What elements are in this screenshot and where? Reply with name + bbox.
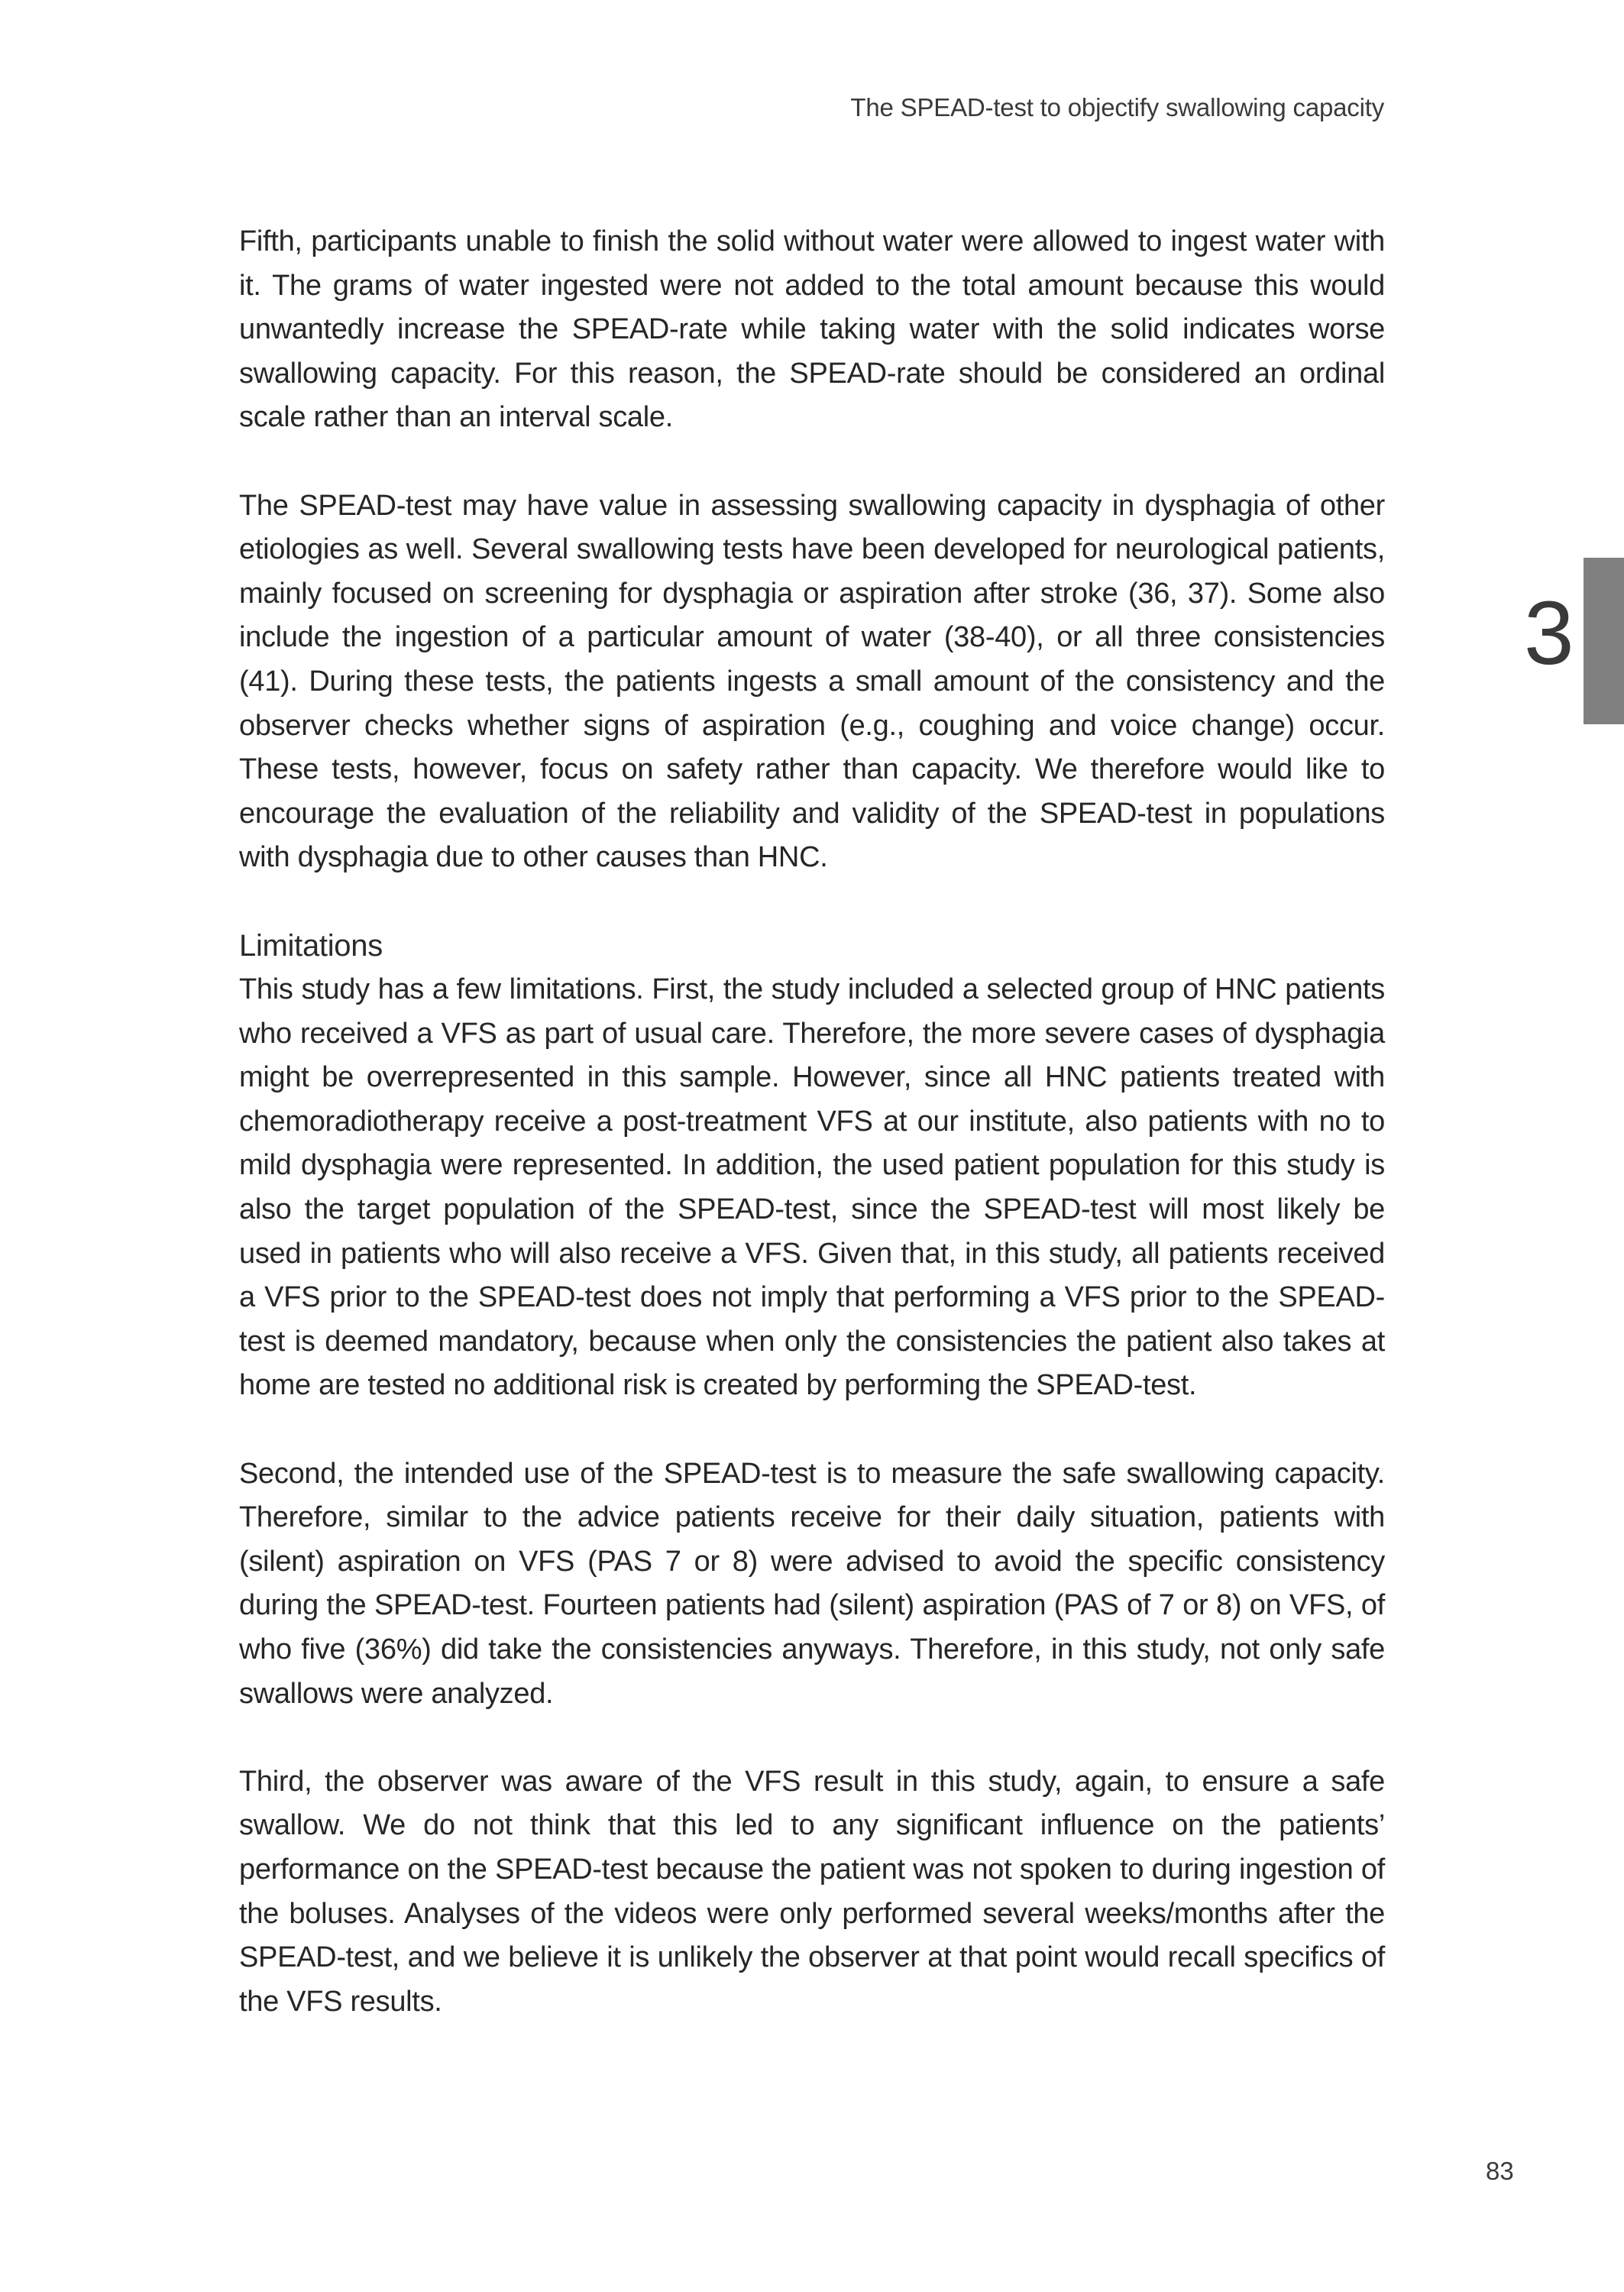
paragraph-fifth-point: Fifth, participants unable to finish the solid without water were allowed to ingest water with it. The grams of water ingested were not added to the total amount because this would unwantedly increase the SPEAD-rate while taking water with the solid indicates worse swallowing capacity. For this reason, the SPEAD-rate should be considered an ordinal scale rather than an interval scale. <box>239 225 1385 434</box>
chapter-number: 3 <box>1524 583 1574 684</box>
paragraph-other-etiologies: The SPEAD-test may have value in assessing swallowing capacity in dysphagia of other etiologies as well. Several swallowing tests have been developed for neurological patients, mainly focused on screening for dysphagia or aspiration after stroke (36, 37). Some also include the ingestion of a particular amount of water (38-40), or all three consistencies (41). During these tests, the patients ingests a small amount of the consistency and the observer checks whether signs of aspiration (e.g., coughing and voice change) occur. These tests, however, focus on safety rather than capacity. We therefore would like to encourage the evaluation of the reliability and validity of the SPEAD-test in populations with dysphagia due to other causes than HNC. <box>239 489 1385 874</box>
paragraph-limitation-second: Second, the intended use of the SPEAD-test is to measure the safe swallowing capacity. Therefore, similar to the advice patients receive for their daily situation, patients with (silent) aspiration on VFS (PAS 7 or 8) were advised to avoid the specific consistency during the SPEAD-test. Fourteen patients had (silent) aspiration (PAS of 7 or 8) on VFS, of who five (36%) did take the consistencies anyways. Therefore, in this study, not only safe swallows were analyzed. <box>239 1457 1385 1710</box>
paragraph-limitation-third: Third, the observer was aware of the VFS result in this study, again, to ensure a safe swallow. We do not think that this led to any significant influence on the patients’ performance on the SPEAD-test because the patient was not spoken to during ingestion of the boluses. Analyses of the videos were only performed several weeks/months after the SPEAD-test, and we believe it is unlikely the observer at that point would recall specifics of the VFS results. <box>239 1765 1385 2018</box>
body-text <box>239 220 1385 2068</box>
page-number: 83 <box>1486 2157 1514 2185</box>
paragraph-limitation-first: This study has a few limitations. First, the study included a selected group of HNC patients who received a VFS as part of usual care. Therefore, the more severe cases of dysphagia might be overrepresented in this sample. However, since all HNC patients treated with chemoradiotherapy receive a post-treatment VFS at our institute, also patients with no to mild dysphagia were represented. In addition, the used patient population for this study is also the target population of the SPEAD-test, since the SPEAD-test will most likely be used in patients who will also receive a VFS. Given that, in this study, all patients received a VFS prior to the SPEAD-test does not imply that performing a VFS prior to the SPEAD-test is deemed mandatory, because when only the consistencies the patient also takes at home are tested no additional risk is created by performing the SPEAD-test. <box>239 973 1385 1402</box>
running-head-title: The SPEAD-test to objectify swallowing capacity <box>850 93 1384 121</box>
chapter-tab-marker <box>1584 558 1624 724</box>
limitations-heading: Limitations <box>239 928 383 963</box>
